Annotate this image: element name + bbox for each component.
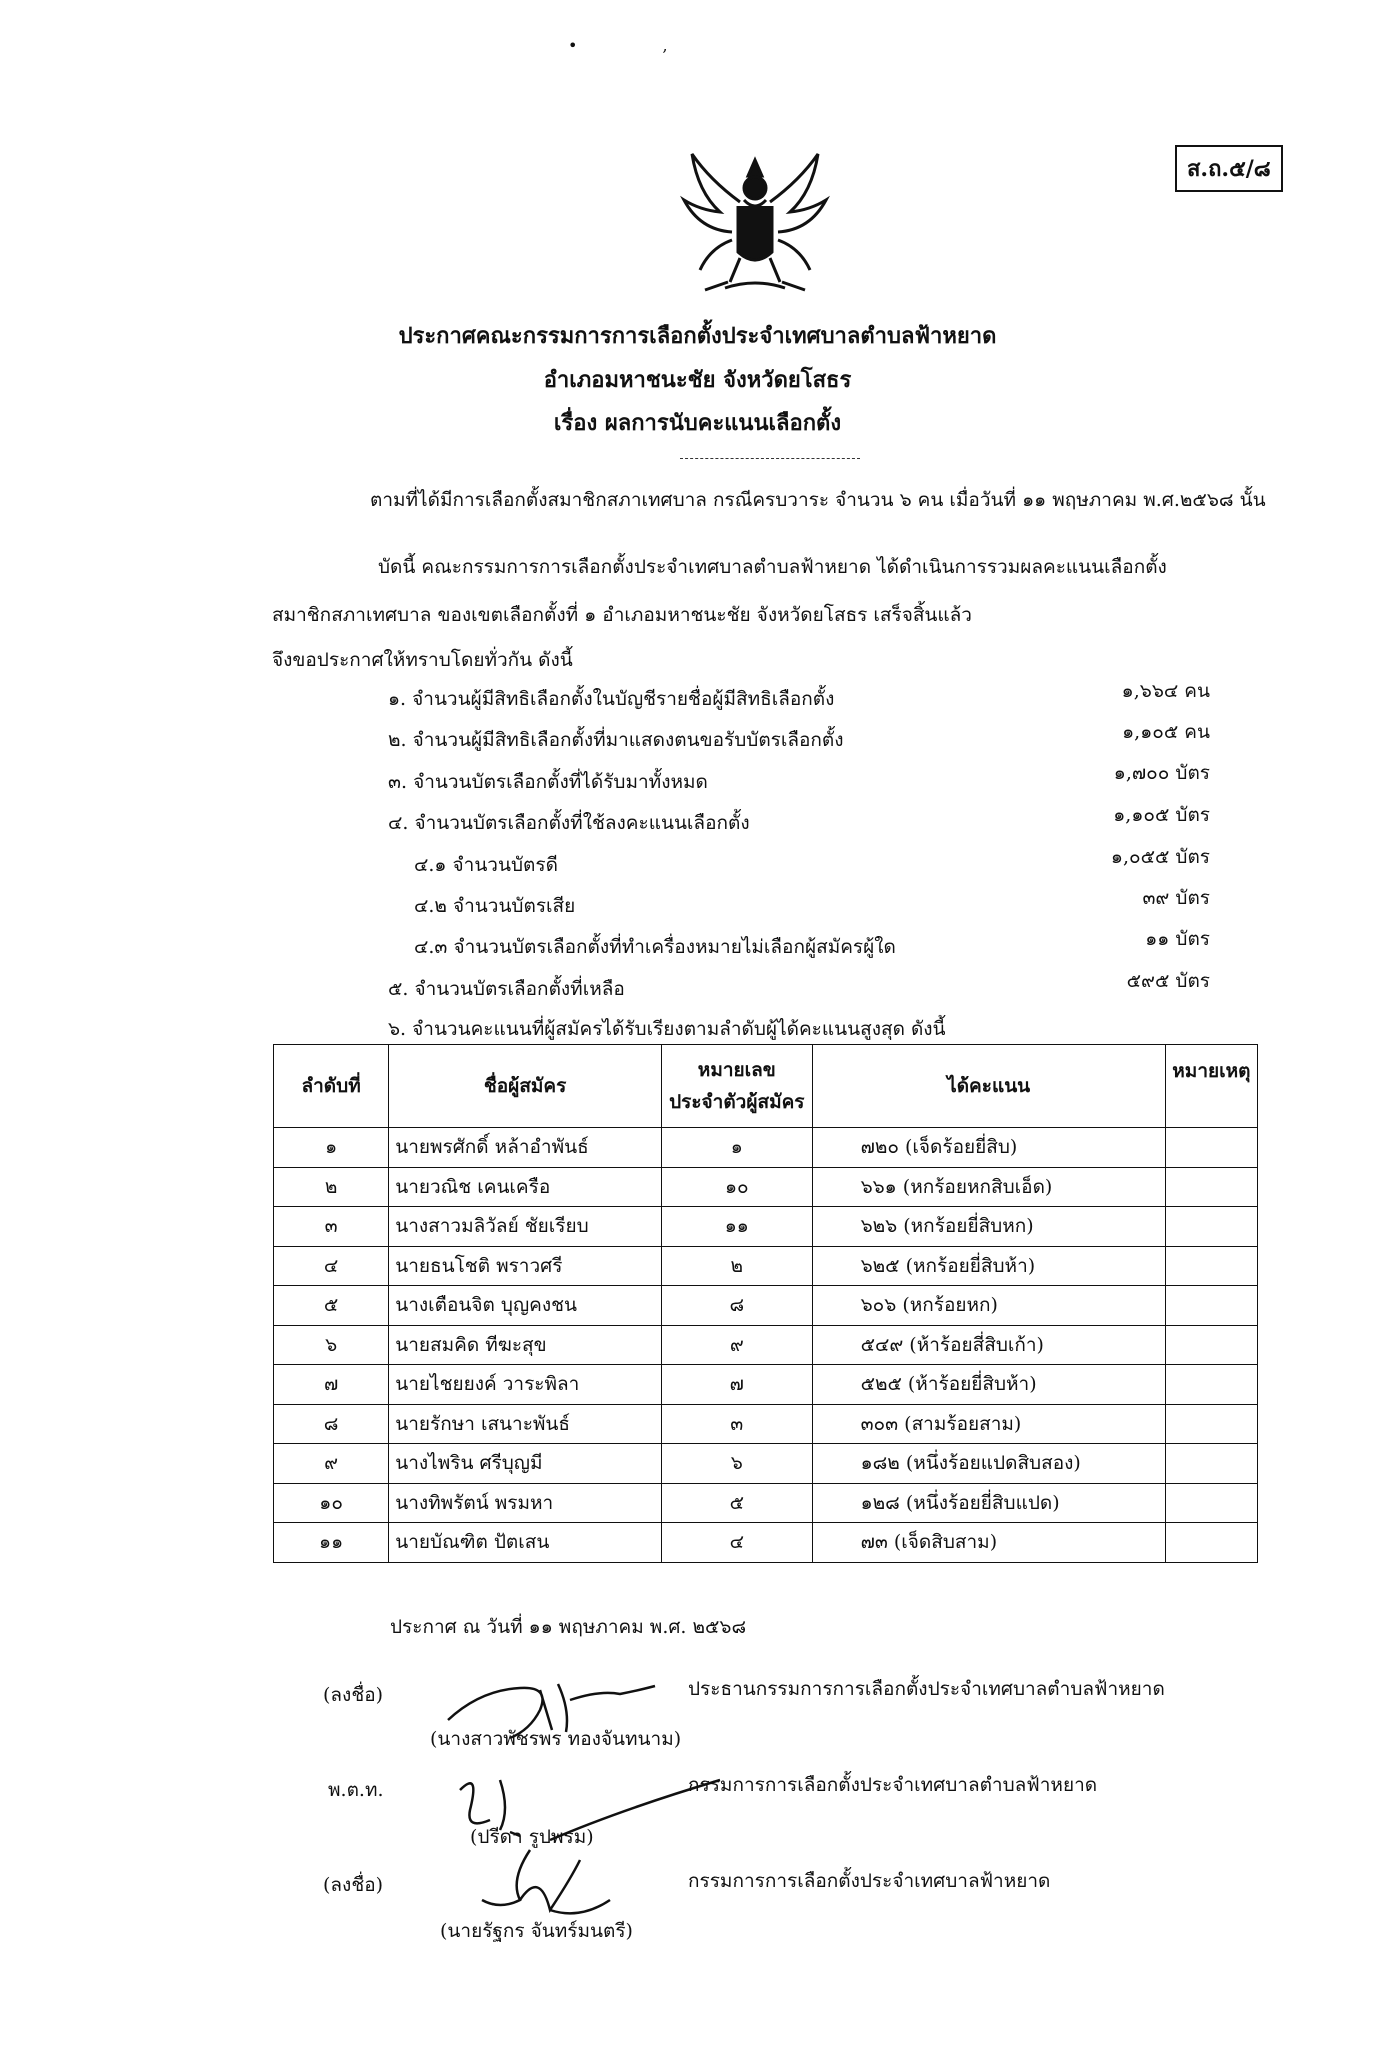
cell-rank: ๖	[274, 1325, 389, 1365]
cell-number: ๑๑	[662, 1207, 813, 1247]
col-number-header-line1: หมายเลข	[697, 1058, 776, 1081]
signature-2-mark	[440, 1750, 740, 1850]
cell-note	[1165, 1207, 1257, 1247]
cell-note	[1165, 1286, 1257, 1326]
table-row	[274, 1207, 1258, 1247]
cell-name: นายสมคิด ทีฆะสุข	[389, 1325, 662, 1365]
item-5-label: ๕. จำนวนบัตรเลือกตั้งที่เหลือ	[388, 978, 625, 1000]
cell-score: ๓๐๓ (สามร้อยสาม)	[812, 1404, 1165, 1444]
signature-1-role: ประธานกรรมการการเลือกตั้งประจำเทศบาลตำบลฟ้าหยาด	[688, 1678, 1165, 1700]
cell-rank: ๕	[274, 1286, 389, 1326]
table-row	[274, 1325, 1258, 1365]
cell-number: ๑	[662, 1128, 813, 1168]
item-5-value: ๕๙๕ บัตร	[1126, 970, 1210, 992]
cell-score: ๕๔๙ (ห้าร้อยสี่สิบเก้า)	[812, 1325, 1165, 1365]
cell-name: นายวณิช เคนเครือ	[389, 1167, 662, 1207]
cell-rank: ๒	[274, 1167, 389, 1207]
item-4-3-label: ๔.๓ จำนวนบัตรเลือกตั้งที่ทำเครื่องหมายไม่เลือกผู้สมัครผู้ใด	[414, 936, 896, 958]
scan-marks: • ,	[568, 36, 708, 55]
cell-number: ๑๐	[662, 1167, 813, 1207]
cell-number: ๙	[662, 1325, 813, 1365]
signature-3-prefix: (ลงชื่อ)	[323, 1874, 384, 1896]
item-4-3-value: ๑๑ บัตร	[1145, 928, 1210, 950]
header-separator	[680, 458, 860, 459]
header-district: อำเภอมหาชนะชัย จังหวัดยโสธร	[543, 367, 852, 393]
item-4-1-label: ๔.๑ จำนวนบัตรดี	[414, 854, 558, 876]
cell-rank: ๘	[274, 1404, 389, 1444]
cell-number: ๖	[662, 1444, 813, 1484]
table-row	[274, 1444, 1258, 1484]
cell-name: นายรักษา เสนาะพันธ์	[389, 1404, 662, 1444]
cell-name: นายพรศักดิ์ หล้าอำพันธ์	[389, 1128, 662, 1168]
cell-rank: ๓	[274, 1207, 389, 1247]
cell-score: ๑๒๘ (หนึ่งร้อยยี่สิบแปด)	[812, 1483, 1165, 1523]
col-number-header-line2: ประจำตัวผู้สมัคร	[669, 1091, 805, 1113]
cell-name: นางไพริน ศรีบุญมี	[389, 1444, 662, 1484]
table-row	[274, 1483, 1258, 1523]
item-4-1-value: ๑,๐๕๕ บัตร	[1110, 846, 1210, 868]
cell-name: นางสาวมลิวัลย์ ชัยเรียบ	[389, 1207, 662, 1247]
table-row	[274, 1404, 1258, 1444]
cell-note	[1165, 1365, 1257, 1405]
cell-name: นายธนโชติ พราวศรี	[389, 1246, 662, 1286]
table-row	[274, 1167, 1258, 1207]
cell-note	[1165, 1444, 1257, 1484]
cell-note	[1165, 1404, 1257, 1444]
col-name-header: ชื่อผู้สมัคร	[389, 1045, 662, 1128]
cell-score: ๖๖๑ (หกร้อยหกสิบเอ็ด)	[812, 1167, 1165, 1207]
item-4-2-value: ๓๙ บัตร	[1142, 887, 1210, 909]
signature-1-mark	[440, 1660, 670, 1750]
item-1-value: ๑,๖๖๔ คน	[1121, 680, 1210, 702]
table-row	[274, 1128, 1258, 1168]
item-6-label: ๖. จำนวนคะแนนที่ผู้สมัครได้รับเรียงตามลำดับผู้ได้คะแนนสูงสุด ดังนี้	[388, 1018, 946, 1040]
signature-2-role: กรรมการการเลือกตั้งประจำเทศบาลตำบลฟ้าหยาด	[688, 1774, 1098, 1796]
signature-1-name: (นางสาวพัชรพร ทองจันทนาม)	[430, 1728, 682, 1750]
paragraph-now-line1: บัดนี้ คณะกรรมการการเลือกตั้งประจำเทศบาลตำบลฟ้าหยาด ได้ดำเนินการรวมผลคะแนนเลือกตั้ง	[378, 556, 1167, 578]
signature-2-prefix: พ.ต.ท.	[328, 1779, 384, 1801]
cell-rank: ๙	[274, 1444, 389, 1484]
item-1-label: ๑. จำนวนผู้มีสิทธิเลือกตั้งในบัญชีรายชื่อผู้มีสิทธิเลือกตั้ง	[388, 688, 835, 710]
table-row	[274, 1286, 1258, 1326]
cell-score: ๕๒๕ (ห้าร้อยยี่สิบห้า)	[812, 1365, 1165, 1405]
cell-score: ๑๘๒ (หนึ่งร้อยแปดสิบสอง)	[812, 1444, 1165, 1484]
cell-number: ๒	[662, 1246, 813, 1286]
table-row	[274, 1523, 1258, 1563]
cell-number: ๕	[662, 1483, 813, 1523]
cell-number: ๗	[662, 1365, 813, 1405]
cell-score: ๖๒๖ (หกร้อยยี่สิบหก)	[812, 1207, 1165, 1247]
col-number-header	[662, 1045, 813, 1128]
paragraph-intro: ตามที่ได้มีการเลือกตั้งสมาชิกสภาเทศบาล กรณีครบวาระ จำนวน ๖ คน เมื่อวันที่ ๑๑ พฤษภาคม พ.ศ.๒๕๖๘ นั้น	[370, 489, 1266, 511]
cell-score: ๖๒๕ (หกร้อยยี่สิบห้า)	[812, 1246, 1165, 1286]
paragraph-now-line2: สมาชิกสภาเทศบาล ของเขตเลือกตั้งที่ ๑ อำเภอมหาชนะชัย จังหวัดยโสธร เสร็จสิ้นแล้ว	[272, 604, 972, 626]
col-score-header: ได้คะแนน	[812, 1045, 1165, 1128]
cell-score: ๖๐๖ (หกร้อยหก)	[812, 1286, 1165, 1326]
cell-rank: ๑	[274, 1128, 389, 1168]
table-row	[274, 1365, 1258, 1405]
paragraph-now-line3: จึงขอประกาศให้ทราบโดยทั่วกัน ดังนี้	[272, 649, 573, 671]
form-code-box: ส.ถ.๕/๘	[1175, 145, 1283, 192]
cell-note	[1165, 1246, 1257, 1286]
announce-date: ประกาศ ณ วันที่ ๑๑ พฤษภาคม พ.ศ. ๒๕๖๘	[390, 1616, 747, 1638]
cell-number: ๔	[662, 1523, 813, 1563]
cell-score: ๗๓ (เจ็ดสิบสาม)	[812, 1523, 1165, 1563]
cell-rank: ๗	[274, 1365, 389, 1405]
item-4-label: ๔. จำนวนบัตรเลือกตั้งที่ใช้ลงคะแนนเลือกตั้ง	[388, 812, 750, 834]
cell-rank: ๑๐	[274, 1483, 389, 1523]
item-2-value: ๑,๑๐๕ คน	[1122, 721, 1210, 743]
item-3-label: ๓. จำนวนบัตรเลือกตั้งที่ได้รับมาทั้งหมด	[388, 771, 708, 793]
col-note-header: หมายเหตุ	[1165, 1045, 1257, 1128]
signature-3-role: กรรมการการเลือกตั้งประจำเทศบาลฟ้าหยาด	[688, 1870, 1051, 1892]
cell-note	[1165, 1325, 1257, 1365]
item-2-label: ๒. จำนวนผู้มีสิทธิเลือกตั้งที่มาแสดงตนขอรับบัตรเลือกตั้ง	[388, 729, 844, 751]
table-row	[274, 1246, 1258, 1286]
table-header-row	[274, 1045, 1258, 1128]
cell-name: นางเตือนจิต บุญคงชน	[389, 1286, 662, 1326]
cell-name: นายไชยยงค์ วาระพิลา	[389, 1365, 662, 1405]
signature-2-name: (ปรีดา รูปพรม)	[470, 1826, 594, 1848]
cell-note	[1165, 1483, 1257, 1523]
cell-note	[1165, 1167, 1257, 1207]
header-title: ประกาศคณะกรรมการการเลือกตั้งประจำเทศบาลตำบลฟ้าหยาด	[398, 323, 997, 349]
signature-3-mark	[470, 1840, 630, 1930]
item-3-value: ๑,๗๐๐ บัตร	[1113, 762, 1210, 784]
cell-number: ๘	[662, 1286, 813, 1326]
cell-name: นางทิพรัตน์ พรมหา	[389, 1483, 662, 1523]
col-rank-header: ลำดับที่	[274, 1045, 389, 1128]
cell-note	[1165, 1523, 1257, 1563]
cell-score: ๗๒๐ (เจ็ดร้อยยี่สิบ)	[812, 1128, 1165, 1168]
signature-3-name: (นายรัฐกร จันทร์มนตรี)	[440, 1920, 633, 1942]
cell-name: นายบัณฑิต ปัตเสน	[389, 1523, 662, 1563]
item-4-2-label: ๔.๒ จำนวนบัตรเสีย	[414, 895, 576, 917]
signature-1-prefix: (ลงชื่อ)	[323, 1684, 384, 1706]
garuda-emblem-icon	[670, 140, 840, 300]
cell-note	[1165, 1128, 1257, 1168]
header-subject: เรื่อง ผลการนับคะแนนเลือกตั้ง	[553, 410, 842, 436]
item-4-value: ๑,๑๐๕ บัตร	[1113, 804, 1210, 826]
cell-rank: ๔	[274, 1246, 389, 1286]
cell-rank: ๑๑	[274, 1523, 389, 1563]
results-table	[273, 1044, 1258, 1563]
cell-number: ๓	[662, 1404, 813, 1444]
